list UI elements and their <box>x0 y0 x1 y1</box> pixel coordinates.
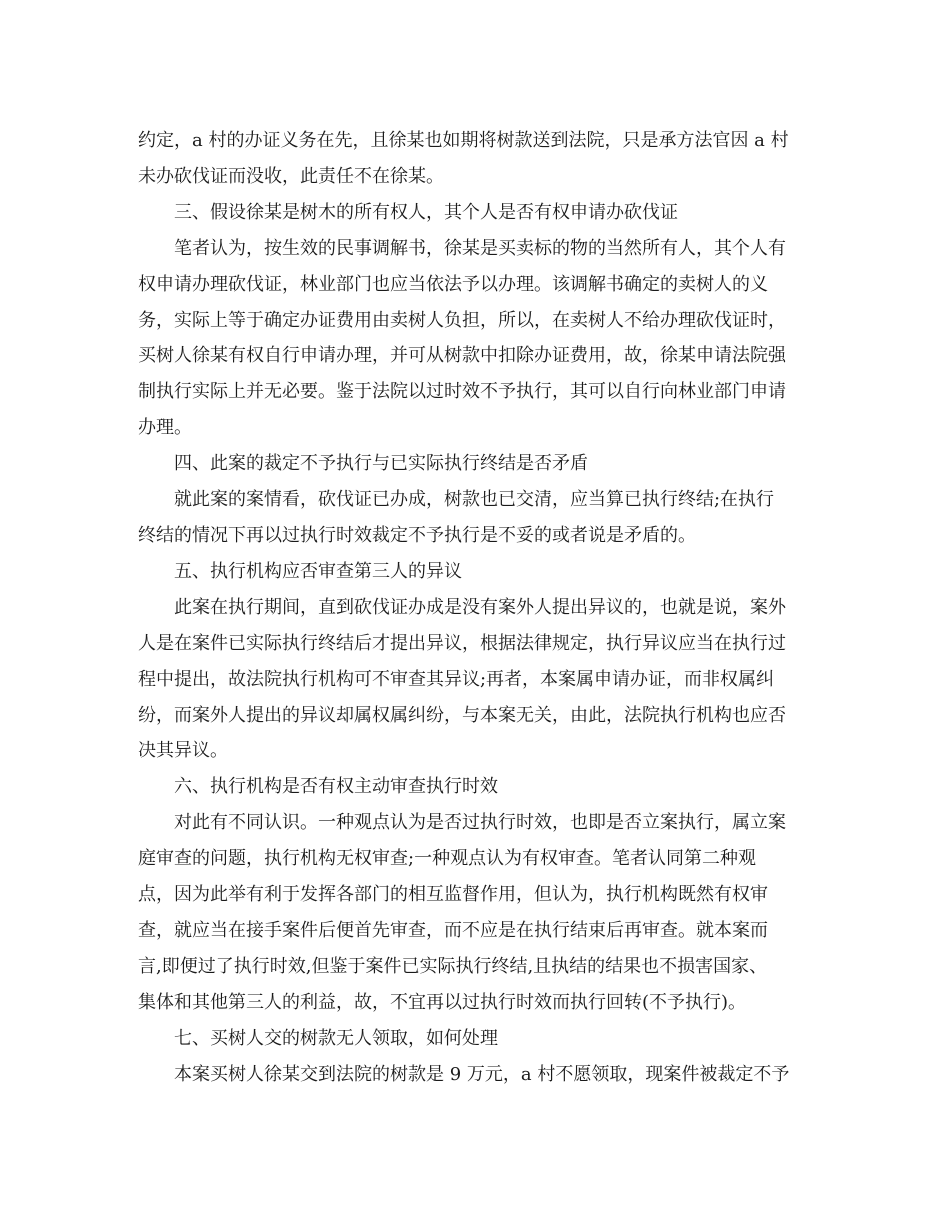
text-line: 集体和其他第三人的利益，故，不宜再以过执行时效而执行回转(不予执行)。 <box>138 991 747 1013</box>
text-line: 制执行实际上并无必要。鉴于法院以过时效不予执行，其可以自行向林业部门申请 <box>138 381 786 403</box>
section-paragraph <box>138 231 818 446</box>
text-line: 查，就应当在接手案件后便首先审查，而不应是在执行结束后再审查。就本案而 <box>138 919 768 941</box>
text-line: 此案在执行期间，直到砍伐证办成是没有案外人提出异议的，也就是说，案外 <box>174 596 786 618</box>
text-line: 对此有不同认识。一种观点认为是否过执行时效，也即是否立案执行，属立案 <box>174 812 786 834</box>
section-paragraph <box>138 805 818 1020</box>
text-line: 约定，a 村的办证义务在先，且徐某也如期将树款送到法院，只是承方法官因 a 村 <box>138 130 789 151</box>
text-line: 人是在案件已实际执行终结后才提出异议，根据法律规定，执行异议应当在执行过 <box>138 632 786 654</box>
section-paragraph <box>138 482 818 554</box>
section-paragraph <box>138 1057 818 1093</box>
document-body <box>138 123 818 1092</box>
intro-paragraph <box>138 123 818 195</box>
text-line: 本案买树人徐某交到法院的树款是 9 万元，a 村不愿领取，现案件被裁定不予 <box>174 1063 790 1085</box>
section-heading: 七、买树人交的树款无人领取，如何处理 <box>174 1027 498 1049</box>
text-line: 务，实际上等于确定办证费用由卖树人负担，所以，在卖树人不给办理砍伐证时， <box>138 309 786 331</box>
text-line: 决其异议。 <box>138 740 228 762</box>
text-line: 言,即便过了执行时效,但鉴于案件已实际执行终结,且执结的结果也不损害国家、 <box>138 955 768 977</box>
text-line: 办理。 <box>138 417 192 439</box>
section-heading: 六、执行机构是否有权主动审查执行时效 <box>174 776 498 798</box>
text-line: 就此案的案情看，砍伐证已办成，树款也已交清，应当算已执行终结;在执行 <box>174 489 775 511</box>
section-heading: 四、此案的裁定不予执行与已实际执行终结是否矛盾 <box>174 453 588 475</box>
text-line: 权申请办理砍伐证，林业部门也应当依法予以办理。该调解书确定的卖树人的义 <box>138 273 768 295</box>
text-line: 未办砍伐证而没收，此责任不在徐某。 <box>138 165 444 187</box>
text-line: 笔者认为，按生效的民事调解书，徐某是买卖标的物的当然所有人，其个人有 <box>174 237 786 259</box>
text-line: 买树人徐某有权自行申请办理，并可从树款中扣除办证费用，故，徐某申请法院强 <box>138 345 786 367</box>
text-line: 庭审查的问题，执行机构无权审查;一种观点认为有权审查。笔者认同第二种观 <box>138 848 757 870</box>
text-line: 点，因为此举有利于发挥各部门的相互监督作用，但认为，执行机构既然有权审 <box>138 884 768 906</box>
text-line: 程中提出，故法院执行机构可不审查其异议;再者，本案属申请办证，而非权属纠 <box>138 668 775 690</box>
section-paragraph <box>138 590 818 770</box>
text-line: 纷，而案外人提出的异议却属权属纠纷，与本案无关，由此，法院执行机构也应否 <box>138 704 786 726</box>
section-heading: 五、执行机构应否审查第三人的异议 <box>174 560 462 582</box>
text-line: 终结的情况下再以过执行时效裁定不予执行是不妥的或者说是矛盾的。 <box>138 524 696 546</box>
section-heading: 三、假设徐某是树木的所有权人，其个人是否有权申请办砍伐证 <box>174 201 678 223</box>
